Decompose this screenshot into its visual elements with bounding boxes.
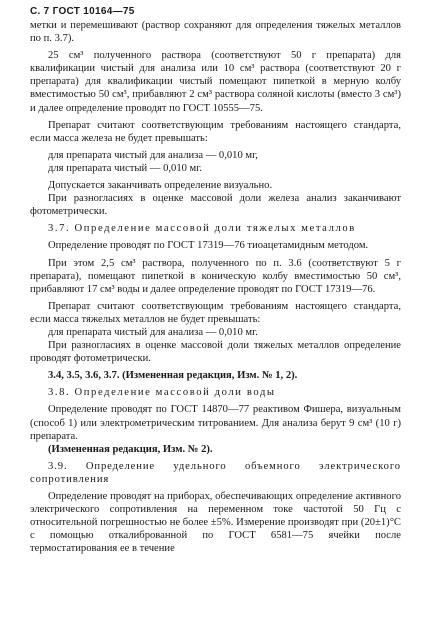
paragraph: (Измененная редакция, Изм. № 2). — [48, 443, 213, 455]
paragraph: Определение проводят по ГОСТ 17319—76 тиоацетамидным методом. — [48, 240, 369, 252]
paragraph: Препарат считают соответствующим требованиям настоящего стандарта, если масса железа не будет превышать: — [30, 119, 401, 144]
paragraph: При разногласиях в оценке массовой доли тяжелых металлов определение проводят фотометрически. — [30, 340, 401, 365]
paragraph: для препарата чистый для анализа — 0,010 мг. — [48, 326, 258, 338]
paragraph: метки и перемешивают (раствор сохраняют для определения тяжелых металлов по п. 3.7). — [30, 20, 401, 45]
paragraph: 25 см³ полученного раствора (соответствуют 50 г препарата) для квалификации чистый для анализа или 10 см³ раствора (соответствуют 20 г препарата) для квалификации чистый помещают пипеткой в мерную колбу вместимостью 50 см³, прибавляют 2 см³ раствора соляной кислоты (вместо 3 см³) и далее определение проводят по ГОСТ 10555—75. — [30, 50, 401, 114]
paragraph: 3.8. Определение массовой доли воды — [48, 387, 276, 399]
paragraph: Препарат считают соответствующим требованиям настоящего стандарта, если масса тяжелых металлов не будет превышать: — [30, 300, 401, 325]
paragraph: Определение проводят по ГОСТ 14870—77 реактивом Фишера, визуальным (способ 1) или электрометрическим титрованием. Для анализа берут 9 см³ (10 г) препарата. — [30, 404, 401, 442]
paragraph: Определение проводят на приборах, обеспечивающих определение активного электрического сопротивления на переменном токе частотой 50 Гц с относительной погрешностью не более ±5%. Измерение производят при (20±1)°C с помощью откалиброванной по ГОСТ 6581—75 ячейки после термостатирования ее в течение — [30, 491, 401, 555]
paragraph: для препарата чистый для анализа — 0,010 мг, — [48, 149, 258, 161]
document-body — [30, 19, 401, 555]
paragraph: 3.4, 3.5, 3.6, 3.7. (Измененная редакция, Изм. № 1, 2). — [48, 370, 298, 382]
page-header: С. 7 ГОСТ 10164—75 — [30, 6, 135, 17]
paragraph: При разногласиях в оценке массовой доли железа анализ заканчивают фотометрически. — [30, 193, 401, 218]
paragraph: При этом 2,5 см³ раствора, полученного по п. 3.6 (соответствуют 5 г препарата), помещают пипеткой в коническую колбу вместимостью 50 см³, прибавляют 17 см³ воды и далее определение проводят по ГОСТ 17319—76. — [30, 257, 401, 295]
paragraph: 3.9. Определение удельного объемного электрического сопротивления — [30, 460, 401, 485]
paragraph: 3.7. Определение массовой доли тяжелых металлов — [48, 223, 356, 235]
paragraph: для препарата чистый — 0,010 мг. — [48, 162, 203, 174]
paragraph: Допускается заканчивать определение визуально. — [48, 180, 273, 192]
